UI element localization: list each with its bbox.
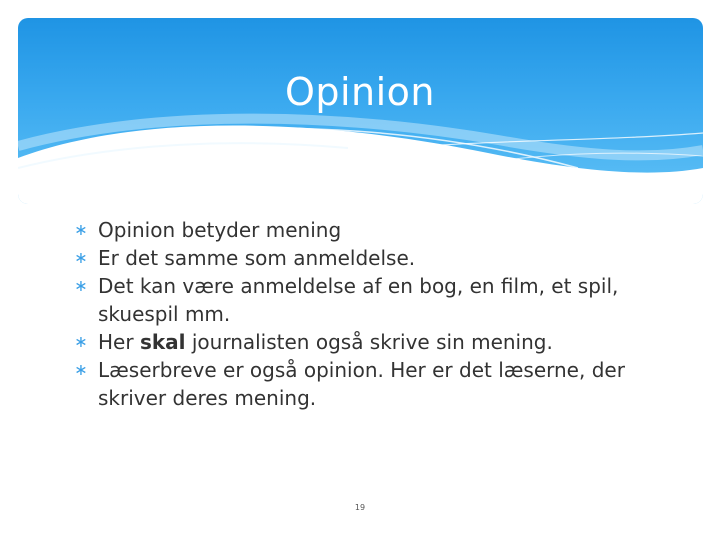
title-banner: [18, 18, 703, 204]
bullet-text: Det kan være anmeldelse af en bog, en film, et spil, skuespil mm.: [98, 274, 619, 326]
bullet-text: Er det samme som anmeldelse.: [98, 246, 416, 270]
bullet-item: [72, 216, 672, 244]
bullet-text-bold: skal: [139, 330, 186, 354]
bullet-text-before: Her: [98, 330, 140, 354]
bullet-item: [72, 328, 672, 356]
page-number: 19: [354, 503, 366, 512]
bullet-item: [72, 272, 672, 328]
bullet-text: Opinion betyder mening: [98, 218, 342, 242]
asterisk-bullet-icon: ∗: [74, 332, 88, 351]
bullet-text-after: journalisten også skrive sin mening.: [185, 330, 553, 354]
bullet-item: [72, 244, 672, 272]
bullet-text: [98, 330, 553, 354]
slide-title: Opinion: [284, 70, 436, 114]
bullet-text: Læserbreve er også opinion. Her er det læserne, der skriver deres mening.: [98, 358, 625, 410]
bullet-content: [72, 216, 672, 412]
asterisk-bullet-icon: ∗: [74, 360, 88, 379]
asterisk-bullet-icon: ∗: [74, 276, 88, 295]
bullet-list: [72, 216, 672, 412]
asterisk-bullet-icon: ∗: [74, 248, 88, 267]
asterisk-bullet-icon: ∗: [74, 220, 88, 239]
bullet-item: [72, 356, 672, 412]
